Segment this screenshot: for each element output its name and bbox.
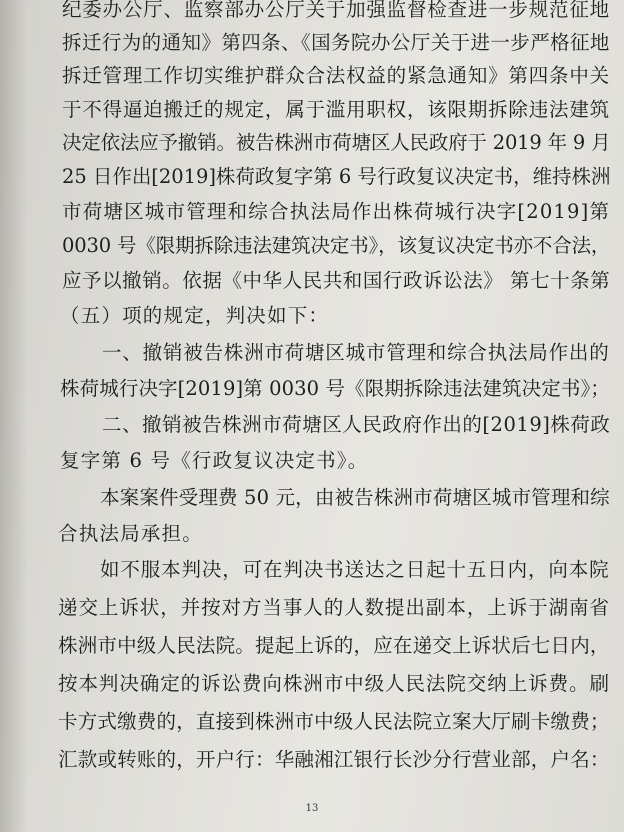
text-line-11: 一、撤销被告株洲市荷塘区城市管理和综合执法局作出的 <box>102 341 610 364</box>
text-line-21: 卡方式缴费的，直接到株洲市中级人民法院立案大厅刷卡缴费； <box>58 710 610 733</box>
text-line-15: 本案案件受理费 50 元，由被告株洲市荷塘区城市管理和综 <box>100 486 610 509</box>
text-line-6: 25 日作出[2019]株荷政复字第 6 号行政复议决定书，维持株洲 <box>62 165 611 188</box>
text-line-13: 二、撤销被告株洲市荷塘区人民政府作出的[2019]株荷政 <box>102 413 611 436</box>
text-line-2: 拆迁行为的通知》第四条、《国务院办公厅关于进一步严格征地 <box>62 31 610 54</box>
text-line-20: 按本判决确定的诉讼费向株洲市中级人民法院交纳上诉费。刷 <box>58 672 610 695</box>
text-line-5: 决定依法应予撤销。被告株洲市荷塘区人民政府于 2019 年 9 月 <box>62 131 611 154</box>
text-line-18: 递交上诉状，并按对方当事人的人数提出副本，上诉于湖南省 <box>58 596 610 619</box>
text-line-19: 株洲市中级人民法院。提起上诉的，应在递交上诉状后七日内， <box>58 634 610 657</box>
text-line-10: （五）项的规定，判决如下： <box>60 304 330 327</box>
text-line-17: 如不服本判决，可在判决书送达之日起十五日内，向本院 <box>100 558 610 581</box>
text-line-16: 合执法局承担。 <box>58 522 203 545</box>
page-edge-shadow <box>0 0 28 832</box>
text-line-7: 市荷塘区城市管理和综合执法局作出株荷城行决字[2019]第 <box>62 200 611 223</box>
text-line-14: 复字第 6 号《行政复议决定书》。 <box>60 449 369 472</box>
text-line-9: 应予以撤销。依据《中华人民共和国行政诉讼法》 第七十条第 <box>62 269 611 292</box>
text-line-12: 株荷城行决字[2019]第 0030 号《限期拆除违法建筑决定书》； <box>60 377 610 400</box>
page-number: 13 <box>305 803 319 814</box>
text-line-4: 于不得逼迫搬迁的规定，属于滥用职权，该限期拆除违法建筑 <box>62 98 610 121</box>
text-line-8: 0030 号《限期拆除违法建筑决定书》，该复议决定书亦不合法， <box>62 234 611 257</box>
text-line-3: 拆迁管理工作切实维护群众合法权益的紧急通知》第四条中关 <box>62 64 610 87</box>
text-line-22: 汇款或转账的，开户行：华融湘江银行长沙分行营业部，户名： <box>58 748 610 771</box>
text-line-1: 纪委办公厅、监察部办公厅关于加强监督检查进一步规范征地 <box>62 0 610 21</box>
